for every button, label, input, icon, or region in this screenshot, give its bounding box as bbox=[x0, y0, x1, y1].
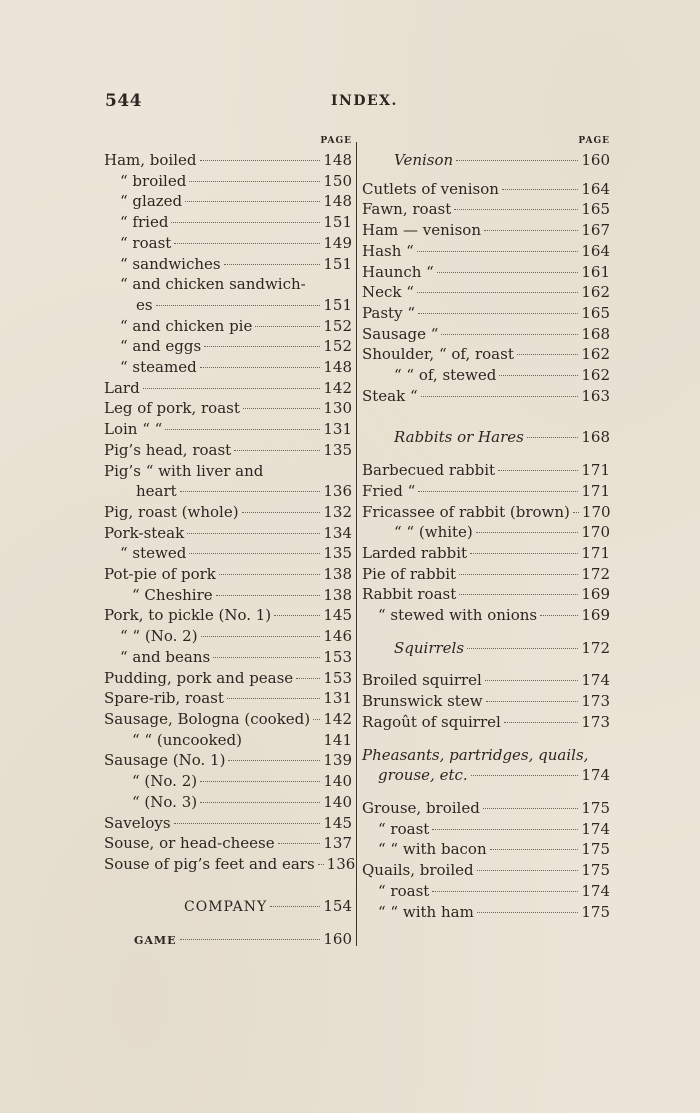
index-entry bbox=[362, 199, 610, 220]
index-entry-game: GAME 160 bbox=[134, 930, 352, 949]
index-entry bbox=[362, 179, 610, 200]
index-entry bbox=[362, 220, 610, 241]
squirrel-entries bbox=[362, 670, 610, 732]
entry-page-number: 170 bbox=[581, 523, 610, 542]
entry-label: “ roast bbox=[120, 233, 172, 252]
entry-label: “ “ of, stewed bbox=[394, 366, 497, 385]
index-entry bbox=[104, 150, 352, 171]
index-entry bbox=[104, 440, 352, 461]
entry-label: “ and beans bbox=[120, 647, 211, 666]
index-entry bbox=[362, 605, 610, 626]
entry-page-number: 162 bbox=[581, 366, 610, 385]
index-entry bbox=[104, 605, 352, 626]
index-entry bbox=[104, 813, 352, 834]
entry-label: “ (No. 2) bbox=[132, 772, 198, 791]
index-entry bbox=[362, 564, 610, 585]
index-entry bbox=[104, 626, 352, 647]
entry-label: Ham, boiled bbox=[104, 151, 197, 169]
entry-page-number: 175 bbox=[581, 840, 610, 859]
entry-page-number: 148 bbox=[323, 192, 352, 211]
right-column bbox=[362, 136, 610, 922]
entry-page-number: 175 bbox=[581, 861, 610, 880]
entry-page-number: 167 bbox=[581, 221, 610, 240]
index-entry bbox=[104, 481, 352, 502]
index-entry bbox=[362, 522, 610, 543]
index-entry bbox=[104, 336, 352, 357]
section-venison: Venison 160 bbox=[394, 151, 610, 169]
index-entry bbox=[362, 902, 610, 923]
entry-page-number: 131 bbox=[323, 689, 352, 708]
entry-page-number: 151 bbox=[323, 213, 352, 232]
entry-label: “ fried bbox=[120, 213, 169, 232]
index-entry bbox=[362, 303, 610, 324]
entry-label: Pie of rabbit bbox=[362, 564, 457, 583]
page-title: INDEX. bbox=[331, 93, 398, 109]
entry-label: Pig, roast (whole) bbox=[104, 502, 239, 521]
entry-page-number: 136 bbox=[326, 854, 356, 873]
entry-page-number: 138 bbox=[323, 565, 352, 584]
entry-label: Pork, to pickle (No. 1) bbox=[104, 606, 272, 625]
section-squirrels: Squirrels 172 bbox=[394, 638, 610, 657]
page-number: 544 bbox=[105, 91, 142, 111]
right-page-heading: PAGE bbox=[578, 136, 610, 146]
entry-page-number: 135 bbox=[323, 544, 352, 563]
entry-page-number: 173 bbox=[581, 692, 610, 711]
entry-page-number: 174 bbox=[581, 671, 610, 690]
entry-label: “ stewed with onions bbox=[378, 606, 538, 625]
entry-label: “ “ (white) bbox=[394, 523, 473, 542]
entry-label: “ roast bbox=[378, 819, 430, 838]
index-entry bbox=[104, 254, 352, 275]
entry-page-number: 171 bbox=[581, 461, 610, 480]
index-entry bbox=[362, 481, 610, 502]
entry-label: Larded rabbit bbox=[362, 543, 468, 562]
left-page-heading: PAGE bbox=[320, 136, 352, 146]
entry-page-number: 173 bbox=[581, 712, 610, 731]
entry-page-number: 153 bbox=[323, 668, 352, 687]
index-entry bbox=[362, 262, 610, 283]
index-entry bbox=[362, 798, 610, 819]
entry-page-number: 162 bbox=[581, 345, 610, 364]
index-entry bbox=[362, 819, 610, 840]
index-entry bbox=[104, 316, 352, 337]
entry-label: “ and chicken pie bbox=[120, 316, 253, 335]
index-entry bbox=[104, 833, 352, 854]
entry-label: Fried “ bbox=[362, 481, 416, 500]
entry-label: Cutlets of venison bbox=[362, 179, 499, 198]
entry-page-number: 151 bbox=[323, 295, 352, 314]
entry-label: Souse, or head-cheese bbox=[104, 834, 275, 853]
index-entry bbox=[362, 691, 610, 712]
entry-label: “ “ with bacon bbox=[378, 840, 487, 859]
index-entry bbox=[362, 584, 610, 605]
index-entry bbox=[104, 730, 352, 751]
entry-label: Sausage “ bbox=[362, 324, 439, 343]
entry-page-number: 145 bbox=[323, 813, 352, 832]
section-rabbits: Rabbits or Hares 168 bbox=[394, 428, 610, 447]
entry-label: Sausage, Bologna (cooked) bbox=[104, 709, 311, 728]
entry-page-number: 138 bbox=[323, 585, 352, 604]
index-entry bbox=[362, 241, 610, 262]
entry-page-number: 139 bbox=[323, 751, 352, 770]
entry-label: Sausage (No. 1) bbox=[104, 751, 226, 770]
index-entry bbox=[104, 233, 352, 254]
index-entry bbox=[362, 324, 610, 345]
entry-page-number: 141 bbox=[323, 730, 352, 749]
entry-label: Pot-pie of pork bbox=[104, 565, 216, 584]
index-entry-company: COMPANY 154 bbox=[184, 896, 352, 915]
index-entry bbox=[104, 585, 352, 606]
index-entry bbox=[104, 771, 352, 792]
entry-label: “ stewed bbox=[120, 544, 187, 563]
entry-page-number: 135 bbox=[323, 440, 352, 459]
entry-page-number: 146 bbox=[323, 627, 352, 646]
entry-page-number: 151 bbox=[323, 254, 352, 273]
entry-page-number: 142 bbox=[323, 709, 352, 728]
entry-label: Steak “ bbox=[362, 386, 418, 405]
entry-label: Ragoût of squirrel bbox=[362, 712, 501, 731]
index-entry bbox=[362, 460, 610, 481]
entry-label: Hash “ bbox=[362, 241, 414, 260]
entry-label: Haunch “ bbox=[362, 262, 434, 281]
entry-page-number: 148 bbox=[323, 151, 352, 169]
entry-page-number: 152 bbox=[323, 337, 352, 356]
entry-page-number: 132 bbox=[323, 502, 352, 521]
entry-page-number: 175 bbox=[581, 798, 610, 817]
entry-page-number: 136 bbox=[323, 482, 352, 501]
index-entry bbox=[104, 191, 352, 212]
index-entry bbox=[104, 750, 352, 771]
entry-label: Quails, broiled bbox=[362, 861, 474, 880]
entry-label: Barbecued rabbit bbox=[362, 461, 496, 480]
entry-page-number: 142 bbox=[323, 378, 352, 397]
index-entry bbox=[104, 564, 352, 585]
entry-label: Loin “ “ bbox=[104, 420, 163, 439]
entry-page-number: 174 bbox=[581, 881, 610, 900]
rabbit-entries bbox=[362, 460, 610, 626]
index-entry bbox=[362, 881, 610, 902]
entry-label: Spare-rib, roast bbox=[104, 689, 224, 708]
index-entry bbox=[104, 295, 352, 316]
entry-label: Pig’s head, roast bbox=[104, 440, 232, 459]
index-entry bbox=[362, 344, 610, 365]
index-entry bbox=[104, 709, 352, 730]
entry-page-number: 175 bbox=[581, 902, 610, 921]
entry-page-number: 168 bbox=[581, 324, 610, 343]
entry-page-number: 140 bbox=[323, 772, 352, 791]
index-entry bbox=[362, 502, 610, 523]
entry-label: “ “ (No. 2) bbox=[120, 627, 198, 646]
index-entry bbox=[104, 398, 352, 419]
entry-page-number: 130 bbox=[323, 399, 352, 418]
entry-label: “ and eggs bbox=[120, 337, 202, 356]
index-entry bbox=[104, 523, 352, 544]
entry-label: “ “ with ham bbox=[378, 902, 474, 921]
venison-entries bbox=[362, 179, 610, 407]
entry-page-number: 163 bbox=[581, 386, 610, 405]
index-entry bbox=[104, 274, 352, 295]
pheasant-entries bbox=[362, 798, 610, 922]
index-entry bbox=[104, 171, 352, 192]
entry-label: Pork-steak bbox=[104, 523, 185, 542]
entry-label: Ham — venison bbox=[362, 221, 481, 240]
index-entry bbox=[362, 543, 610, 564]
entry-label: es bbox=[136, 295, 153, 314]
entry-label: “ roast bbox=[378, 881, 430, 900]
entry-label: heart bbox=[136, 482, 177, 501]
index-entry bbox=[362, 386, 610, 407]
entry-page-number: 169 bbox=[581, 606, 610, 625]
index-entry bbox=[362, 670, 610, 691]
entry-label: “ Cheshire bbox=[132, 585, 213, 604]
entry-page-number: 145 bbox=[323, 606, 352, 625]
index-entry bbox=[104, 419, 352, 440]
entry-page-number: 171 bbox=[581, 543, 610, 562]
entry-page-number: 134 bbox=[323, 523, 352, 542]
entry-page-number: 161 bbox=[581, 262, 610, 281]
index-entry bbox=[362, 365, 610, 386]
entry-label: Souse of pig’s feet and ears bbox=[104, 854, 315, 873]
index-entry bbox=[104, 668, 352, 689]
entry-label: Broiled squirrel bbox=[362, 671, 482, 690]
page-header bbox=[105, 91, 610, 115]
index-entry bbox=[104, 502, 352, 523]
entry-label: Neck “ bbox=[362, 283, 414, 302]
entry-label: Rabbit roast bbox=[362, 585, 457, 604]
entry-label: Shoulder, “ of, roast bbox=[362, 345, 514, 364]
entry-page-number: 174 bbox=[581, 819, 610, 838]
entry-page-number: 172 bbox=[581, 564, 610, 583]
entry-label: Fawn, roast bbox=[362, 200, 452, 219]
entry-label: Lard bbox=[104, 378, 140, 397]
entry-page-number: 162 bbox=[581, 283, 610, 302]
entry-label: “ and chicken sandwich- bbox=[120, 275, 306, 294]
entry-page-number: 140 bbox=[323, 792, 352, 811]
index-entry bbox=[104, 212, 352, 233]
entry-page-number: 164 bbox=[581, 179, 610, 198]
section-pheasants-line1: Pheasants, partridges, quails, bbox=[362, 745, 589, 764]
index-entry bbox=[104, 854, 356, 875]
entry-page-number: 171 bbox=[581, 481, 610, 500]
index-entry bbox=[104, 792, 352, 813]
entry-page-number: 131 bbox=[323, 420, 352, 439]
entry-page-number: 164 bbox=[581, 241, 610, 260]
entry-page-number: 169 bbox=[581, 585, 610, 604]
entry-page-number: 152 bbox=[323, 316, 352, 335]
entry-label: “ broiled bbox=[120, 171, 187, 190]
index-entry bbox=[362, 839, 610, 860]
index-entry bbox=[104, 543, 352, 564]
entry-label: Leg of pork, roast bbox=[104, 399, 240, 418]
entry-page-number: 148 bbox=[323, 358, 352, 377]
entry-label: “ (No. 3) bbox=[132, 792, 198, 811]
entry-label: “ sandwiches bbox=[120, 254, 221, 273]
index-entry bbox=[362, 712, 610, 733]
entry-page-number: 165 bbox=[581, 200, 610, 219]
entry-label: “ steamed bbox=[120, 358, 197, 377]
index-entry bbox=[104, 357, 352, 378]
entry-label: Pudding, pork and pease bbox=[104, 668, 294, 687]
entry-page-number: 165 bbox=[581, 303, 610, 322]
entry-page-number: 137 bbox=[323, 834, 352, 853]
entry-page-number: 149 bbox=[323, 233, 352, 252]
entry-label: “ glazed bbox=[120, 192, 183, 211]
entry-label: Pig’s “ with liver and bbox=[104, 461, 264, 480]
entry-label: Brunswick stew bbox=[362, 692, 483, 711]
left-entries bbox=[104, 150, 356, 875]
index-entry bbox=[104, 461, 352, 482]
entry-label: Pasty “ bbox=[362, 303, 415, 322]
entry-page-number: 153 bbox=[323, 647, 352, 666]
entry-label: Fricassee of rabbit (brown) bbox=[362, 502, 570, 521]
left-column bbox=[104, 136, 356, 952]
index-entry bbox=[104, 647, 352, 668]
index-entry bbox=[104, 688, 352, 709]
section-pheasants: grouse, etc. 174 bbox=[378, 766, 610, 785]
entry-label: Saveloys bbox=[104, 813, 171, 832]
entry-label: “ “ (uncooked) bbox=[132, 730, 242, 749]
column-divider bbox=[356, 142, 357, 946]
index-entry bbox=[362, 860, 610, 881]
entry-page-number: 150 bbox=[323, 171, 352, 190]
index-entry bbox=[104, 378, 352, 399]
entry-label: Grouse, broiled bbox=[362, 798, 480, 817]
index-entry bbox=[362, 282, 610, 303]
entry-page-number: 170 bbox=[581, 502, 611, 521]
